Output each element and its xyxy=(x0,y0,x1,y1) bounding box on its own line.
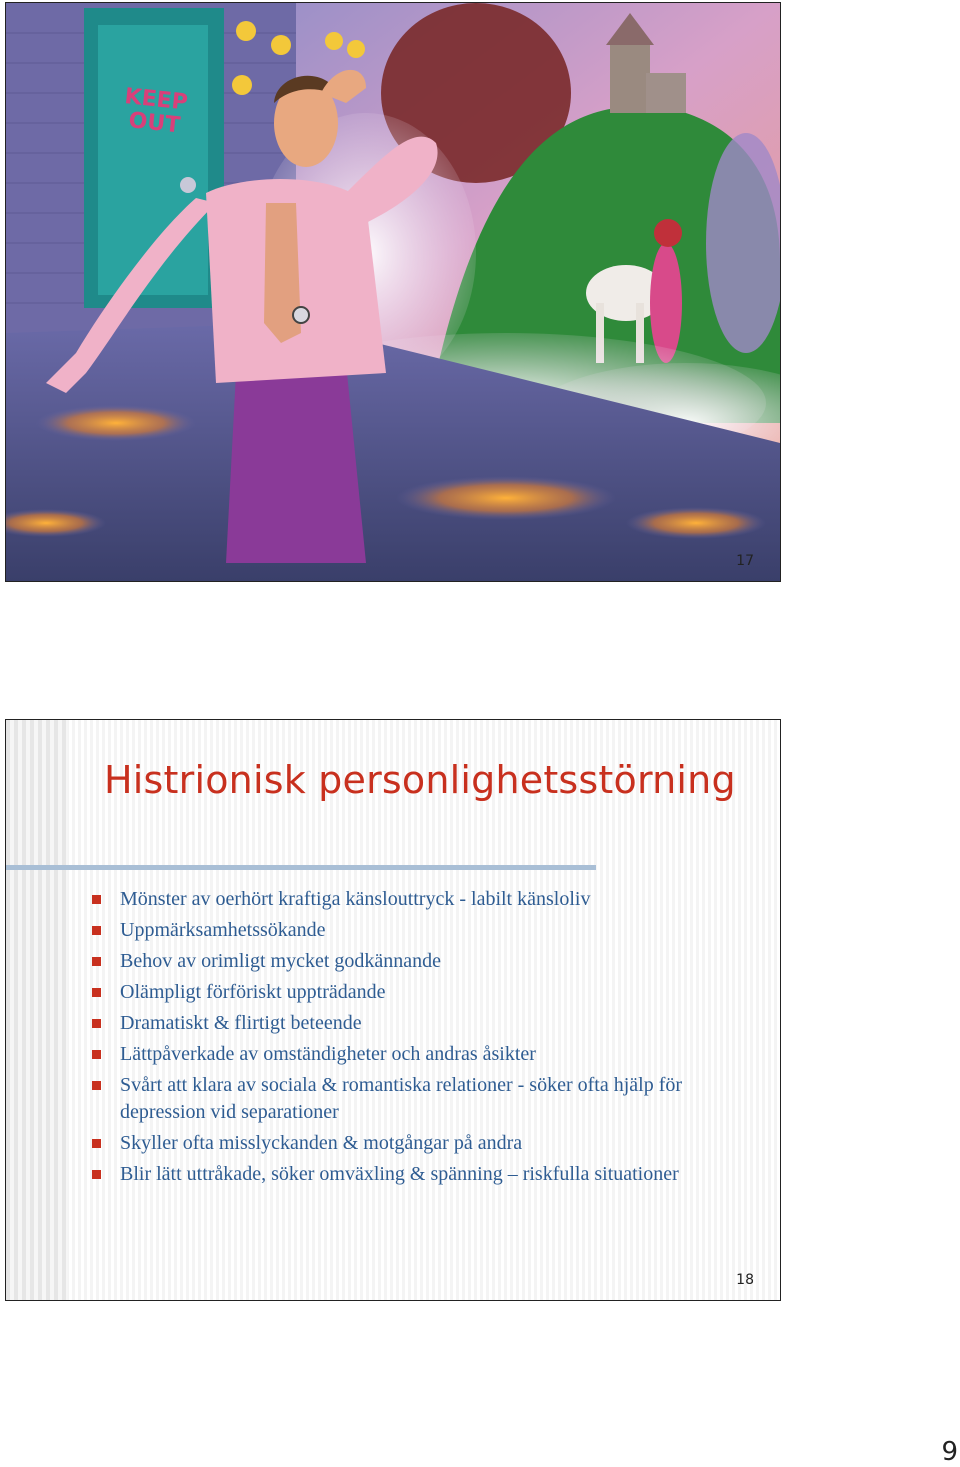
decorative-band xyxy=(6,720,68,1300)
svg-text:OUT: OUT xyxy=(127,108,182,139)
square-bullet-icon xyxy=(92,1050,101,1059)
square-bullet-icon xyxy=(92,957,101,966)
slide-17-illustration xyxy=(6,3,780,581)
list-item: Uppmärksamhetssökande xyxy=(92,917,752,944)
list-item: Blir lätt uttråkade, söker omväxling & spänning – riskfulla situationer xyxy=(92,1161,752,1188)
list-item: Olämpligt förföriskt uppträdande xyxy=(92,979,752,1006)
square-bullet-icon xyxy=(92,1139,101,1148)
square-bullet-icon xyxy=(92,988,101,997)
square-bullet-icon xyxy=(92,1019,101,1028)
square-bullet-icon xyxy=(92,895,101,904)
square-bullet-icon xyxy=(92,1081,101,1090)
slide-17 xyxy=(5,2,781,582)
slide-18 xyxy=(5,719,781,1301)
list-item: Behov av orimligt mycket godkännande xyxy=(92,948,752,975)
title-underline xyxy=(6,865,596,870)
castle-tower xyxy=(610,43,650,113)
slide-number: 17 xyxy=(736,553,754,569)
list-item: Svårt att klara av sociala & romantiska relationer - söker ofta hjälp för depression vid separationer xyxy=(92,1072,752,1126)
list-item: Skyller ofta misslyckanden & motgångar på andra xyxy=(92,1130,752,1157)
door-sign: KEEP xyxy=(123,84,189,116)
square-bullet-icon xyxy=(92,926,101,935)
couple xyxy=(650,243,682,363)
bullet-list xyxy=(92,886,752,1192)
list-item: Mönster av oerhört kraftiga känslouttryck - labilt känsloliv xyxy=(92,886,752,913)
list-item: Lättpåverkade av omständigheter och andras åsikter xyxy=(92,1041,752,1068)
page-number: 9 xyxy=(941,1437,958,1467)
slide-title: Histrionisk personlighetsstörning xyxy=(104,758,736,802)
square-bullet-icon xyxy=(92,1170,101,1179)
list-item: Dramatiskt & flirtigt beteende xyxy=(92,1010,752,1037)
slide-number: 18 xyxy=(736,1272,754,1288)
